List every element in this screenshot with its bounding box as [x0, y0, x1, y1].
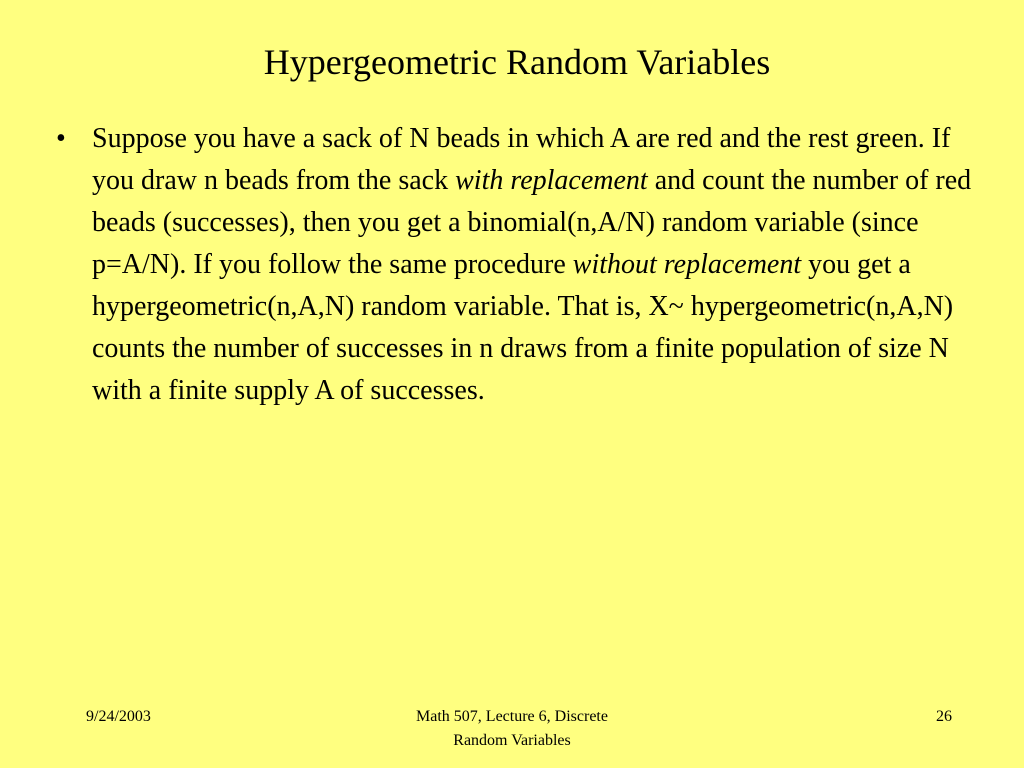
bullet-text-emphasis-without-replacement: without replacement: [572, 249, 802, 280]
bullet-item: [56, 118, 976, 412]
footer-title: [362, 705, 662, 753]
bullet-list: [56, 118, 976, 412]
bullet-text-segment: Suppose you have a sack of N beads in which A are red and the rest green. If you draw n beads from the sack: [92, 123, 951, 196]
footer-page-number: 26: [936, 708, 952, 725]
slide-title: Hypergeometric Random Variables: [263, 42, 771, 82]
footer-title-line-1: Math 507, Lecture 6, Discrete: [416, 708, 608, 725]
footer-date: 9/24/2003: [86, 708, 151, 725]
bullet-marker: •: [56, 123, 66, 154]
footer-title-line-2: Random Variables: [453, 732, 571, 749]
bullet-text: [92, 118, 976, 412]
bullet-text-emphasis-with-replacement: with replacement: [455, 165, 648, 196]
bullet-text-segment: and count the number of red beads (successes), then you get a binomial(n,A/N) random variable (since p=A/N). If you follow the same procedure: [92, 165, 972, 280]
bullet-text-segment: you get a hypergeometric(n,A,N) random variable. That is, X~ hypergeometric(n,A,N) counts the number of successes in n draws from a finite population of size N with a finite supply A of successes.: [92, 249, 954, 406]
